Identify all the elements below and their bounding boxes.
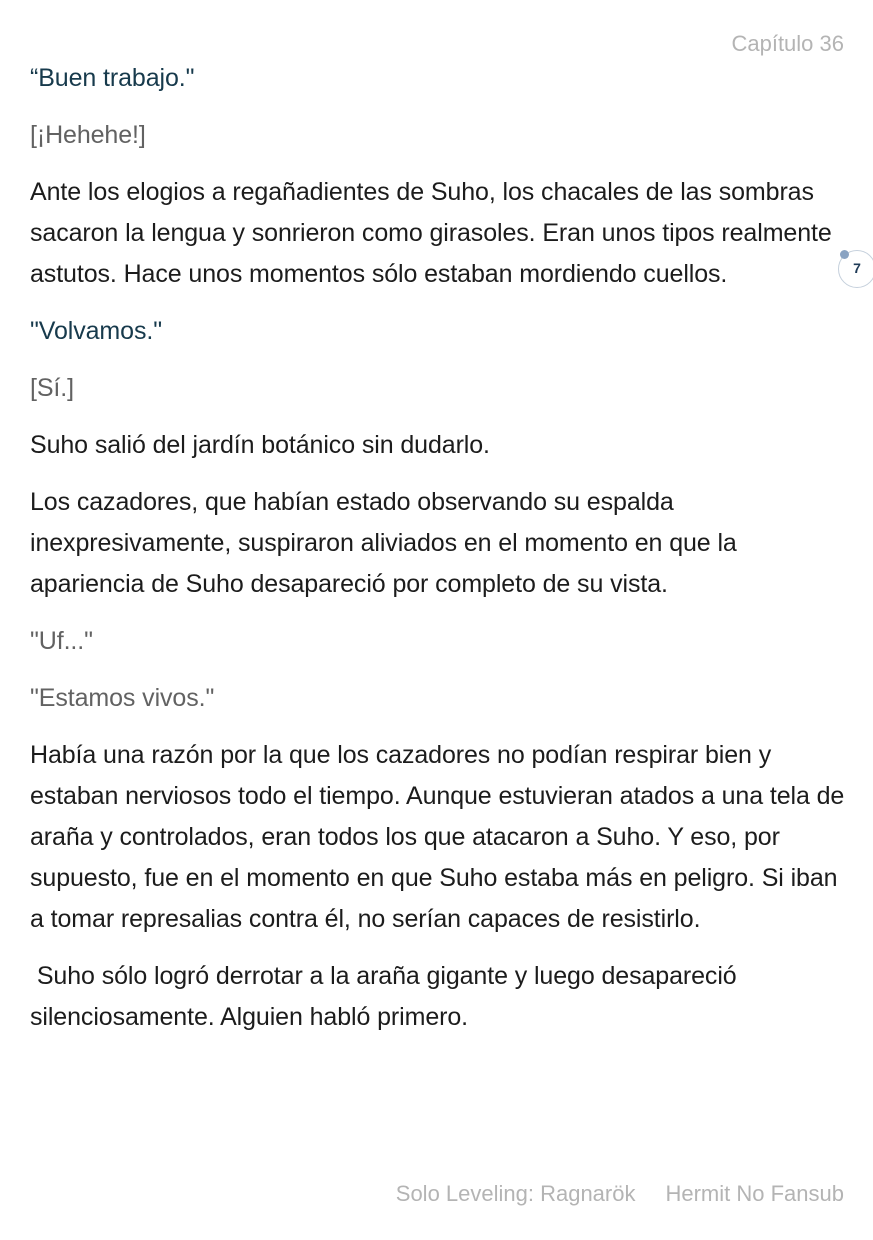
paragraph: Los cazadores, que habían estado observando su espalda inexpresivamente, suspiraron aliviados en el momento en que la apariencia de Suho desapareció por completo de su vista. — [30, 488, 737, 598]
paragraph: "Uf..." — [30, 627, 93, 655]
chapter-text — [30, 58, 845, 1054]
paragraph: Había una razón por la que los cazadores no podían respirar bien y estaban nerviosos todo el tiempo. Aunque estuvieran atados a una tela de araña y controlados, eran todos los que atacaron a Suho. Y eso, por supuesto, fue en el momento en que Suho estaba más en peligro. Si iban a tomar represalias contra él, no serían capaces de resistirlo. — [30, 741, 845, 933]
paragraph: [Sí.] — [30, 374, 74, 402]
chapter-label: Capítulo 36 — [731, 31, 844, 56]
footer — [366, 1181, 844, 1207]
paragraph: [¡Hehehe!] — [30, 121, 146, 149]
paragraph: Suho sólo logró derrotar a la araña gigante y luego desapareció silenciosamente. Alguien habló primero. — [30, 962, 744, 1031]
paragraph: “Buen trabajo." — [30, 64, 195, 92]
page-number: 7 — [853, 260, 861, 276]
paragraph: "Volvamos." — [30, 317, 162, 345]
paragraph: Suho salió del jardín botánico sin dudarlo. — [30, 431, 490, 459]
paragraph: Ante los elogios a regañadientes de Suho, los chacales de las sombras sacaron la lengua y sonrieron como girasoles. Eran unos tipos realmente astutos. Hace unos momentos sólo estaban mordiendo cuellos. — [30, 178, 832, 288]
group-name: Hermit No Fansub — [665, 1181, 844, 1206]
paragraph: "Estamos vivos." — [30, 684, 215, 712]
series-title: Solo Leveling: Ragnarök — [395, 1181, 636, 1206]
